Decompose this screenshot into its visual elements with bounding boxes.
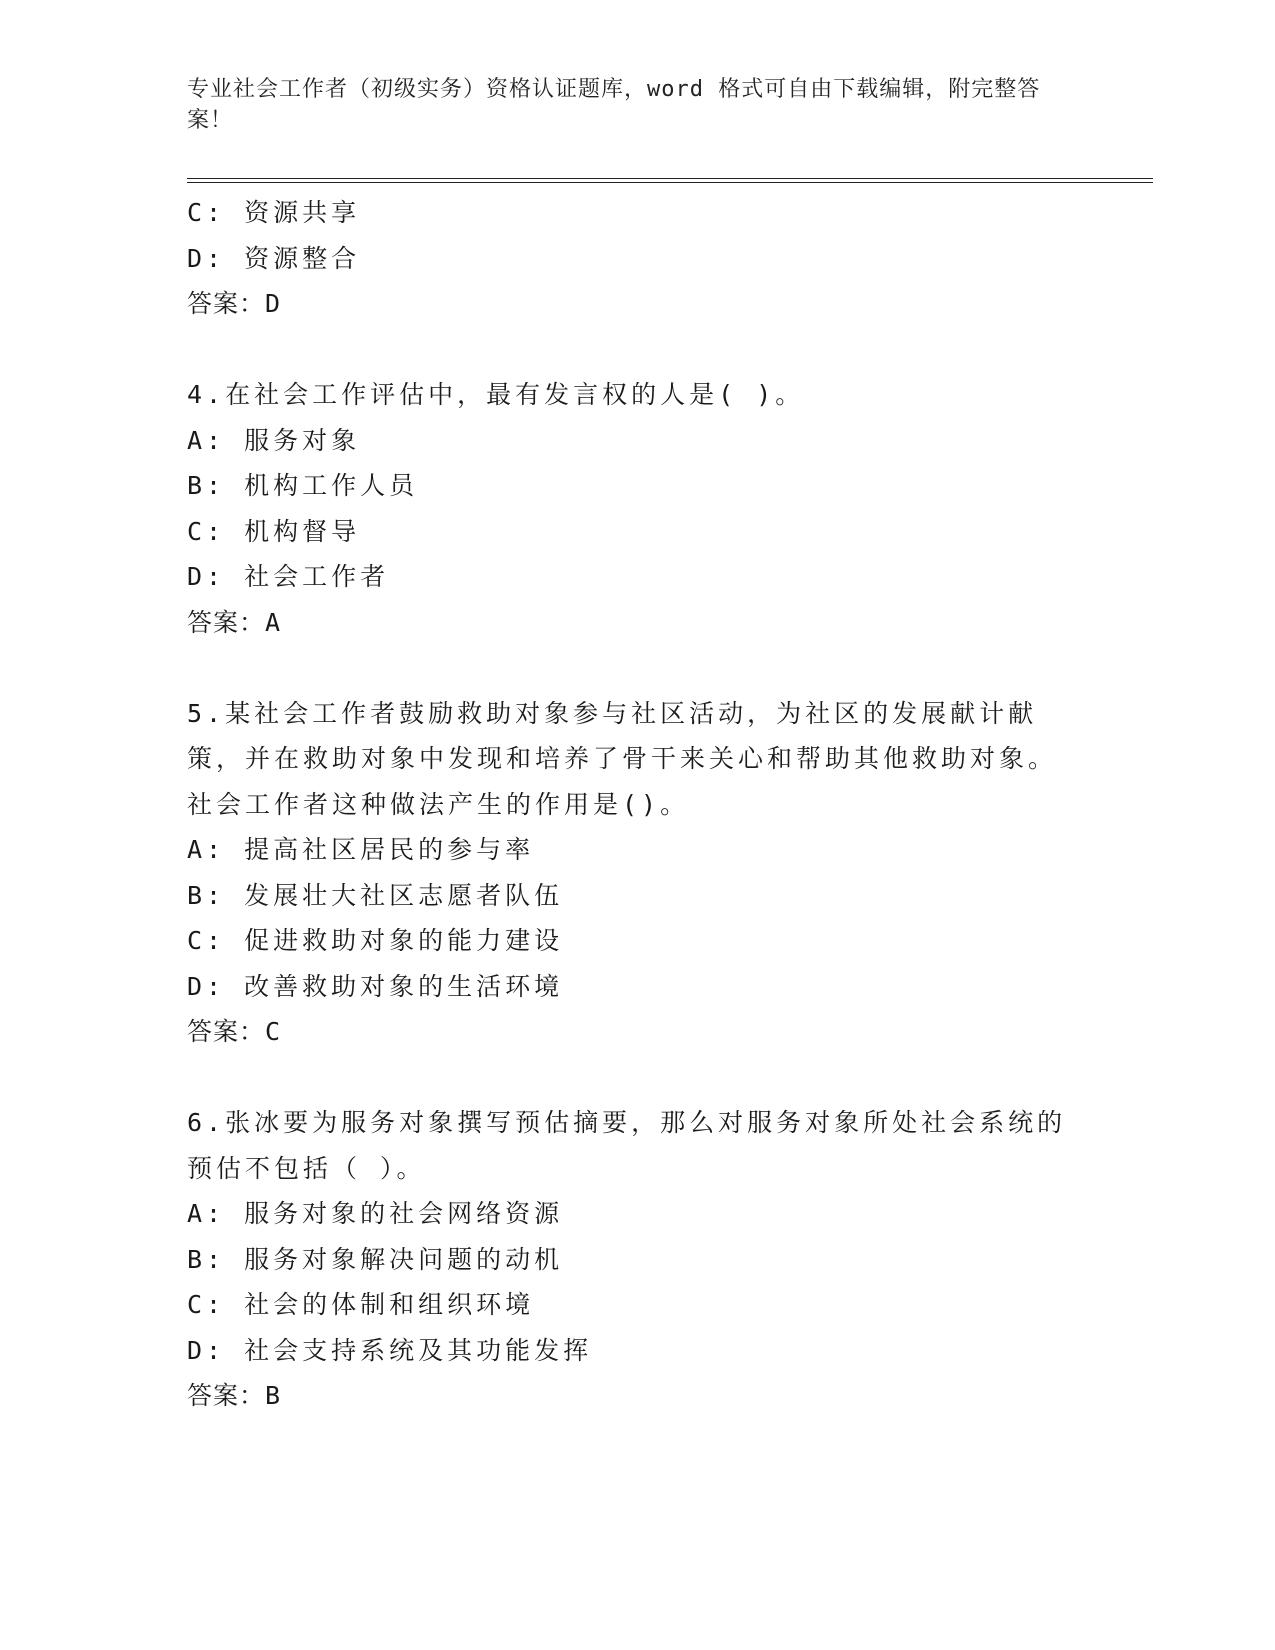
- header-divider: [187, 178, 1153, 183]
- option-a: A: 提高社区居民的参与率: [187, 835, 535, 864]
- answer-line: 答案：D: [187, 289, 282, 318]
- question-3-continued: [187, 190, 1087, 327]
- option-c: C: 社会的体制和组织环境: [187, 1290, 535, 1319]
- answer-line: 答案：C: [187, 1017, 282, 1046]
- answer-line: 答案：B: [187, 1381, 282, 1410]
- question-stem: 6.张冰要为服务对象撰写预估摘要，那么对服务对象所处社会系统的预估不包括（ ）。: [187, 1108, 1067, 1183]
- question-stem: 5.某社会工作者鼓励救助对象参与社区活动，为社区的发展献计献策，并在救助对象中发现和培养了骨干来关心和帮助其他救助对象。社会工作者这种做法产生的作用是()。: [187, 698, 1058, 819]
- option-d: D: 资源整合: [187, 243, 361, 273]
- question-stem: 4.在社会工作评估中，最有发言权的人是( )。: [187, 380, 805, 409]
- question-5: [187, 691, 1087, 1055]
- answer-line: 答案：A: [187, 607, 282, 637]
- option-c: C: 机构督导: [187, 516, 361, 546]
- option-b: B: 服务对象解决问题的动机: [187, 1244, 564, 1274]
- option-d: D: 社会支持系统及其功能发挥: [187, 1335, 593, 1365]
- option-d: D: 社会工作者: [187, 562, 390, 591]
- option-c: C: 促进救助对象的能力建设: [187, 926, 564, 955]
- question-4: [187, 372, 1087, 645]
- option-c: C: 资源共享: [187, 198, 361, 227]
- question-6: [187, 1100, 1087, 1419]
- option-b: B: 机构工作人员: [187, 471, 419, 500]
- option-b: B: 发展壮大社区志愿者队伍: [187, 880, 564, 910]
- page-header: 专业社会工作者（初级实务）资格认证题库，word 格式可自由下载编辑，附完整答案！: [187, 77, 1041, 133]
- option-a: A: 服务对象: [187, 425, 361, 455]
- question-list: [187, 190, 1087, 1419]
- option-a: A: 服务对象的社会网络资源: [187, 1199, 564, 1228]
- option-d: D: 改善救助对象的生活环境: [187, 971, 564, 1001]
